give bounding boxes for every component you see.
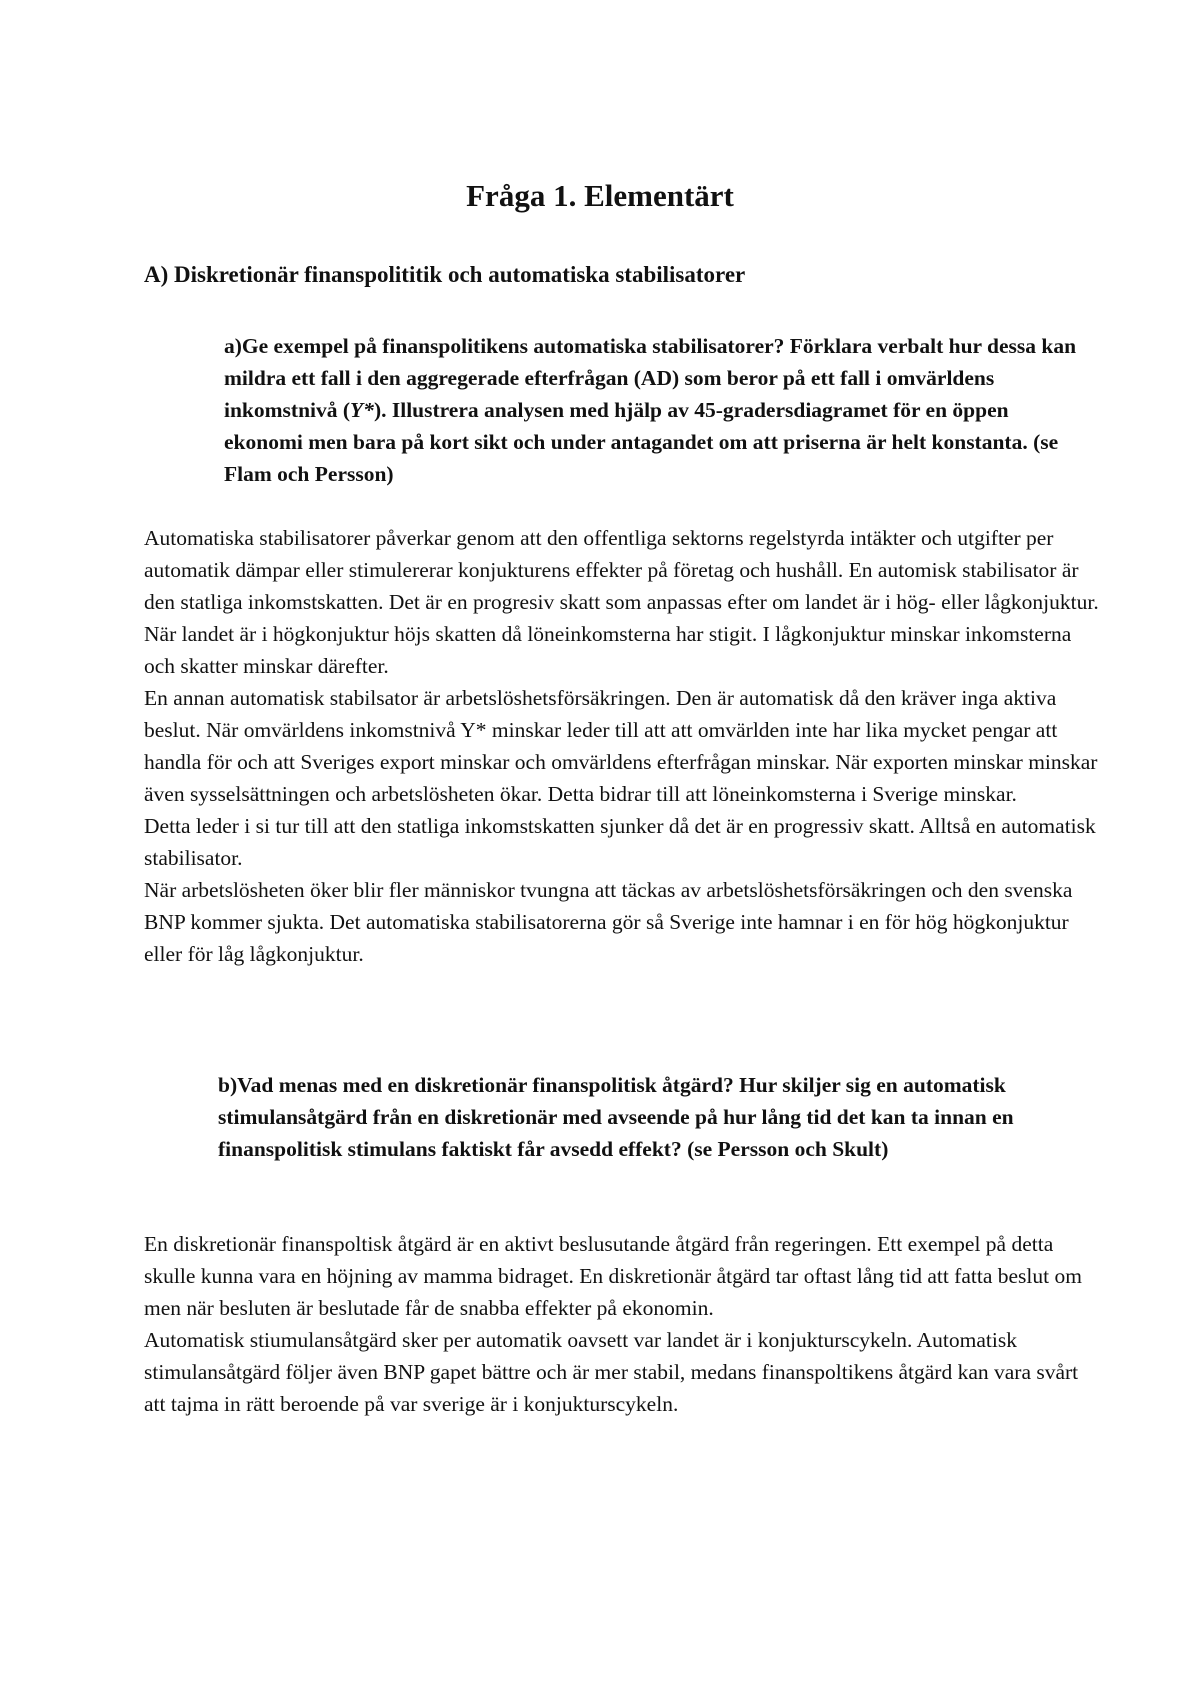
answer-a xyxy=(144,522,1104,970)
question-a-text xyxy=(218,330,1078,490)
page-title: Fråga 1. Elementärt xyxy=(466,178,734,213)
section-heading: A) Diskretionär finanspolititik och automatiska stabilisatorer xyxy=(144,262,746,287)
question-b-text: b)Vad menas med en diskretionär finanspolitisk åtgärd? Hur skiljer sig en automatisk stimulansåtgärd från en diskretionär med avseende på hur lång tid det kan ta innan en finanspolitisk stimulans faktiskt får avsedd effekt? (se Persson och Skult) xyxy=(218,1073,1014,1161)
question-a-prefix: a)Ge exempel på finanspolitikens automatiska stabilisatorer? Förklara verbalt hur dessa kan mildra ett fall i den aggregerade efterfrågan (AD) som beror på ett fall i omvärldens inkomstnivå ( xyxy=(224,334,1077,422)
answer-a-paragraph: En annan automatisk stabilsator är arbetslöshetsförsäkringen. Den är automatisk då den kräver inga aktiva beslut. När omvärldens inkomstnivå Y* minskar leder till att att omvärlden inte har lika mycket pengar att handla för och att Sveriges export minskar och omvärldens efterfrågan minskar. När exporten minskar minskar även sysselsättningen och arbetslösheten ökar. Detta bidrar till att löneinkomsterna i Sverige minskar. xyxy=(144,686,1098,806)
answer-a-paragraph: När arbetslösheten öker blir fler människor tvungna att täckas av arbetslöshetsförsäkringen och den svenska BNP kommer sjukta. Det automatiska stabilisatorerna gör så Sverige inte hamnar i en för hög högkonjuktur eller för låg lågkonjuktur. xyxy=(144,878,1073,966)
answer-a-paragraph: Detta leder i si tur till att den statliga inkomstskatten sjunker då det är en progressiv skatt. Alltså en automatisk stabilisator. xyxy=(144,814,1096,870)
answer-a-paragraph: Automatiska stabilisatorer påverkar genom att den offentliga sektorns regelstyrda intäkter och utgifter per automatik dämpar eller stimulererar konjukturens effekter på företag och hushåll. En automisk stabilisator är den statliga inkomstskatten. Det är en progresiv skatt som anpassas efter om landet är i hög- eller lågkonjuktur. När landet är i högkonjuktur höjs skatten då löneinkomsterna har stigit. I lågkonjuktur minskar inkomsterna och skatter minskar därefter. xyxy=(144,526,1099,678)
answer-b-paragraph: En diskretionär finanspoltisk åtgärd är en aktivt beslusutande åtgärd från regeringen. Ett exempel på detta skulle kunna vara en höjning av mamma bidraget. En diskretionär åtgärd tar oftast lång tid att fatta beslut om men när besluten är beslutade får de snabba effekter på ekonomin. xyxy=(144,1232,1082,1320)
question-a-symbol: Y* xyxy=(350,398,374,422)
answer-b-paragraph: Automatisk stiumulansåtgärd sker per automatik oavsett var landet är i konjukturscykeln. Automatisk stimulansåtgärd följer även BNP gapet bättre och är mer stabil, medans finanspoltikens åtgärd kan vara svårt att tajma in rätt beroende på var sverige är i konjukturscykeln. xyxy=(144,1328,1079,1416)
question-a xyxy=(218,330,1078,490)
question-a-suffix: ). Illustrera analysen med hjälp av 45-gradersdiagramet för en öppen ekonomi men bara på kort sikt och under antagandet om att priserna är helt konstanta. (se Flam och Persson) xyxy=(224,398,1059,486)
question-b xyxy=(218,1069,1078,1165)
answer-b xyxy=(144,1228,1104,1420)
